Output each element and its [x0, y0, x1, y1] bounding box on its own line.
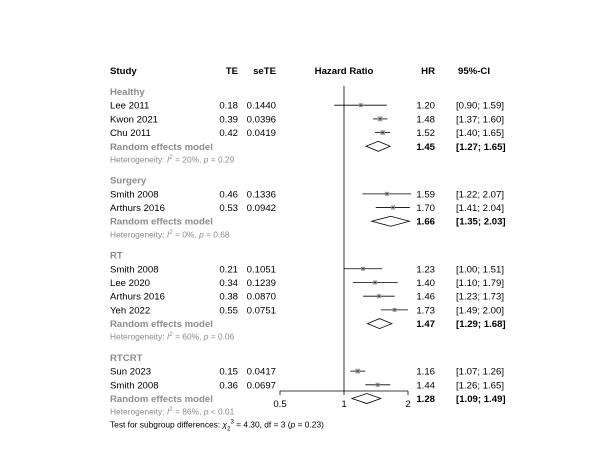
study-sete: 0.0697 [246, 380, 276, 392]
study-sete: 0.0942 [246, 203, 276, 215]
header-sete: seTE [253, 66, 276, 77]
study-te: 0.55 [219, 305, 238, 317]
study-name: Yeh 2022 [110, 305, 151, 317]
heterogeneity-text: Heterogeneity: $I^2 = 86\%$, p < 0.01 [110, 406, 235, 417]
study-name: Smith 2008 [110, 189, 159, 201]
pooled-label: Random effects model [110, 216, 213, 228]
pooled-ci: [1.35; 2.03] [456, 216, 506, 228]
study-te: 0.21 [219, 264, 238, 276]
study-sete: 0.0419 [246, 128, 276, 140]
study-sete: 0.1239 [246, 277, 276, 289]
study-sete: 0.0870 [246, 291, 276, 303]
pooled-hr: 1.45 [416, 141, 435, 153]
x-tick-label: 2 [405, 399, 411, 410]
study-ci: [0.90; 1.59] [456, 100, 505, 112]
pooled-diamond [372, 216, 410, 226]
header-hr: HR [421, 66, 435, 77]
study-sete: 0.0417 [246, 366, 276, 378]
study-ci: [1.22; 2.07] [456, 189, 505, 201]
study-hr: 1.23 [416, 264, 435, 276]
heterogeneity-text: Heterogeneity: $I^2 = 0\%$, p = 0.68 [110, 228, 230, 240]
x-tick-label: 1 [341, 399, 347, 410]
study-name: Lee 2020 [110, 277, 151, 289]
study-ci: [1.00; 1.51] [456, 264, 505, 276]
study-name: Lee 2011 [110, 100, 150, 112]
header-te: TE [225, 66, 238, 77]
study-ci: [1.41; 2.04] [456, 203, 505, 215]
study-hr: 1.59 [416, 189, 435, 201]
study-name: Kwon 2021 [110, 114, 159, 126]
heterogeneity-text: Heterogeneity: $I^2 = 20\%$, p = 0.29 [110, 153, 235, 165]
study-ci: [1.40; 1.65] [456, 128, 505, 140]
study-name: Smith 2008 [110, 264, 159, 276]
study-hr: 1.44 [416, 380, 435, 392]
study-hr: 1.52 [416, 128, 435, 140]
pooled-label: Random effects model [110, 141, 213, 153]
pooled-ci: [1.09; 1.49] [456, 394, 506, 406]
study-sete: 0.1440 [246, 100, 276, 112]
header-study: Study [110, 66, 137, 77]
header-hazard-ratio: Hazard Ratio [314, 66, 374, 77]
pooled-diamond [352, 394, 381, 404]
study-te: 0.15 [219, 366, 238, 378]
study-name: Arthurs 2016 [110, 291, 165, 303]
study-te: 0.18 [219, 100, 238, 112]
study-hr: 1.46 [416, 291, 435, 303]
study-te: 0.38 [219, 291, 238, 303]
study-hr: 1.48 [416, 114, 435, 126]
study-name: Sun 2023 [110, 366, 152, 378]
x-tick-label: 0.5 [273, 399, 287, 410]
group-label: RT [110, 250, 123, 262]
study-sete: 0.1336 [246, 189, 276, 201]
study-hr: 1.70 [416, 203, 435, 215]
group-label: RTCRT [110, 352, 143, 364]
group-label: Healthy [110, 87, 145, 98]
pooled-hr: 1.66 [416, 216, 435, 228]
study-sete: 0.0751 [246, 305, 276, 317]
heterogeneity-text: Heterogeneity: $I^2 = 60\%$, p = 0.06 [110, 331, 235, 342]
study-hr: 1.20 [416, 100, 435, 112]
subgroup-test-text: Test for subgroup differences: $\chi_2^3 = 4.30$, df = 3 (p = 0.23) [110, 419, 324, 433]
pooled-label: Random effects model [110, 319, 213, 331]
pooled-hr: 1.28 [416, 394, 435, 406]
study-name: Arthurs 2016 [110, 203, 165, 215]
study-hr: 1.40 [416, 277, 435, 289]
study-name: Chu 2011 [110, 128, 151, 140]
study-ci: [1.10; 1.79] [456, 277, 505, 289]
study-te: 0.36 [219, 380, 238, 392]
study-ci: [1.49; 2.00] [456, 305, 505, 317]
study-te: 0.42 [219, 128, 238, 140]
study-ci: [1.37; 1.60] [456, 114, 505, 126]
pooled-diamond [368, 319, 392, 329]
pooled-hr: 1.47 [416, 319, 435, 331]
study-te: 0.34 [219, 277, 238, 289]
study-sete: 0.1051 [246, 264, 276, 276]
pooled-ci: [1.27; 1.65] [456, 141, 506, 153]
pooled-label: Random effects model [110, 394, 213, 406]
study-hr: 1.73 [416, 305, 435, 317]
study-te: 0.46 [219, 189, 238, 201]
pooled-diamond [366, 141, 390, 151]
study-hr: 1.16 [416, 366, 435, 378]
study-ci: [1.26; 1.65] [456, 380, 505, 392]
study-ci: [1.23; 1.73] [456, 291, 505, 303]
study-te: 0.39 [219, 114, 238, 126]
pooled-ci: [1.29; 1.68] [456, 319, 506, 331]
study-ci: [1.07; 1.26] [456, 366, 505, 378]
study-te: 0.53 [219, 203, 238, 215]
header-ci: 95%-CI [458, 66, 490, 77]
study-name: Smith 2008 [110, 380, 159, 392]
group-label: Surgery [110, 175, 147, 187]
study-sete: 0.0396 [246, 114, 276, 126]
